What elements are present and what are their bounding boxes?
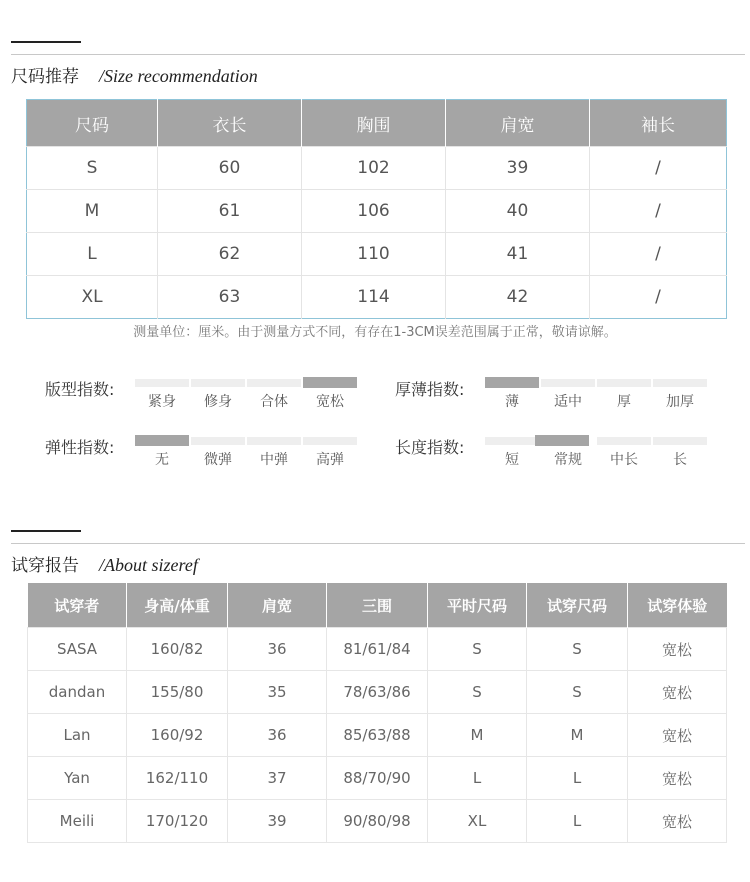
length-index-segment — [653, 437, 707, 445]
table-row — [27, 276, 727, 319]
table-cell: S — [428, 628, 527, 671]
table-cell: 36 — [228, 628, 327, 671]
table-cell: S — [527, 671, 628, 714]
length-option: 长 — [673, 452, 687, 468]
table-cell: 41 — [446, 233, 590, 276]
table-cell: M — [527, 714, 628, 757]
table-cell: S — [527, 628, 628, 671]
trial-section-title-text: 试穿报告 — [11, 556, 79, 576]
fit-option: 修身 — [204, 394, 232, 410]
trial-header-shoulder: 肩宽 — [228, 583, 327, 628]
size-section-title — [11, 62, 258, 87]
table-row — [27, 233, 727, 276]
size-header-length: 衣长 — [158, 100, 302, 147]
trial-header-experience: 试穿体验 — [628, 583, 727, 628]
table-cell: L — [27, 233, 158, 276]
trial-header-tester: 试穿者 — [28, 583, 127, 628]
elasticity-index-segment — [247, 437, 301, 445]
table-cell: XL — [27, 276, 158, 319]
table-cell: 62 — [158, 233, 302, 276]
table-row — [27, 147, 727, 190]
table-row — [28, 671, 727, 714]
table-cell: M — [27, 190, 158, 233]
size-section-subtitle: /Size recommendation — [99, 66, 258, 86]
table-cell: Lan — [28, 714, 127, 757]
elasticity-index-segment-selected — [135, 435, 189, 446]
table-cell: 88/70/90 — [327, 757, 428, 800]
fit-index-label: 版型指数: — [45, 380, 115, 399]
thickness-index-segment — [597, 379, 651, 387]
trial-header-measurements: 三围 — [327, 583, 428, 628]
table-cell: 114 — [302, 276, 446, 319]
thickness-option: 薄 — [505, 394, 519, 410]
trial-header-height-weight: 身高/体重 — [127, 583, 228, 628]
table-cell: 36 — [228, 714, 327, 757]
fit-option: 紧身 — [148, 394, 176, 410]
table-row — [27, 190, 727, 233]
length-option: 短 — [505, 452, 519, 468]
trial-section-title — [11, 551, 198, 576]
elasticity-option: 高弹 — [316, 452, 344, 468]
length-index-segment — [597, 437, 651, 445]
table-cell: Meili — [28, 800, 127, 843]
table-cell: S — [27, 147, 158, 190]
thickness-index-segment — [541, 379, 595, 387]
thickness-index-segment-selected — [485, 377, 539, 388]
table-cell: 39 — [228, 800, 327, 843]
table-cell: 宽松 — [628, 628, 727, 671]
section-accent-line — [11, 41, 81, 43]
size-table-header-row — [27, 100, 727, 147]
thickness-index-segment — [653, 379, 707, 387]
size-section-title-text: 尺码推荐 — [11, 67, 79, 87]
length-index-segment — [485, 437, 539, 445]
table-cell: M — [428, 714, 527, 757]
table-cell: XL — [428, 800, 527, 843]
thickness-index-label: 厚薄指数: — [395, 380, 465, 399]
table-cell: S — [428, 671, 527, 714]
elasticity-index-segment — [303, 437, 357, 445]
table-cell: 宽松 — [628, 714, 727, 757]
section-divider — [11, 543, 745, 544]
table-cell: 40 — [446, 190, 590, 233]
fit-index-segment — [247, 379, 301, 387]
length-option: 中长 — [610, 452, 638, 468]
elasticity-index-label: 弹性指数: — [45, 438, 115, 457]
table-cell: 宽松 — [628, 671, 727, 714]
table-cell: 60 — [158, 147, 302, 190]
trial-section-subtitle: /About sizeref — [99, 555, 198, 575]
table-row — [28, 800, 727, 843]
size-header-chest: 胸围 — [302, 100, 446, 147]
elasticity-option: 微弹 — [204, 452, 232, 468]
table-cell: 85/63/88 — [327, 714, 428, 757]
table-cell: 81/61/84 — [327, 628, 428, 671]
table-cell: 155/80 — [127, 671, 228, 714]
table-cell: 106 — [302, 190, 446, 233]
length-index-segment-selected — [535, 435, 589, 446]
table-cell: 110 — [302, 233, 446, 276]
table-cell: 42 — [446, 276, 590, 319]
table-cell: 162/110 — [127, 757, 228, 800]
elasticity-option: 中弹 — [260, 452, 288, 468]
table-cell: 39 — [446, 147, 590, 190]
section-divider — [11, 54, 745, 55]
trial-header-usual-size: 平时尺码 — [428, 583, 527, 628]
table-cell: / — [590, 190, 727, 233]
table-cell: 35 — [228, 671, 327, 714]
table-cell: 170/120 — [127, 800, 228, 843]
length-index-label: 长度指数: — [395, 438, 465, 457]
table-row — [28, 714, 727, 757]
table-cell: / — [590, 233, 727, 276]
size-header-size: 尺码 — [27, 100, 158, 147]
thickness-option: 适中 — [554, 394, 582, 410]
trial-table-header-row — [28, 583, 727, 628]
table-cell: / — [590, 147, 727, 190]
table-cell: L — [527, 757, 628, 800]
table-cell: Yan — [28, 757, 127, 800]
elasticity-index-segment — [191, 437, 245, 445]
fit-index-segment — [191, 379, 245, 387]
table-cell: 37 — [228, 757, 327, 800]
elasticity-option: 无 — [155, 452, 169, 468]
table-cell: dandan — [28, 671, 127, 714]
table-cell: 宽松 — [628, 757, 727, 800]
measurement-note: 测量单位：厘米。由于测量方式不同，有存在1-3CM误差范围属于正常，敬请谅解。 — [133, 325, 617, 340]
fit-index-segment — [135, 379, 189, 387]
table-cell: 61 — [158, 190, 302, 233]
table-cell: / — [590, 276, 727, 319]
table-cell: 102 — [302, 147, 446, 190]
trial-header-trial-size: 试穿尺码 — [527, 583, 628, 628]
section-accent-line — [11, 530, 81, 532]
thickness-option: 厚 — [617, 394, 631, 410]
table-row — [28, 757, 727, 800]
fit-index-segment-selected — [303, 377, 357, 388]
table-cell: L — [527, 800, 628, 843]
size-header-sleeve: 袖长 — [590, 100, 727, 147]
length-option: 常规 — [554, 452, 582, 468]
table-cell: 160/82 — [127, 628, 228, 671]
thickness-option: 加厚 — [666, 394, 694, 410]
table-cell: 90/80/98 — [327, 800, 428, 843]
table-cell: 160/92 — [127, 714, 228, 757]
size-table — [26, 99, 727, 319]
table-cell: 78/63/86 — [327, 671, 428, 714]
table-row — [28, 628, 727, 671]
fit-option: 合体 — [260, 394, 288, 410]
fit-option: 宽松 — [316, 394, 344, 410]
size-header-shoulder: 肩宽 — [446, 100, 590, 147]
table-cell: 宽松 — [628, 800, 727, 843]
table-cell: SASA — [28, 628, 127, 671]
table-cell: 63 — [158, 276, 302, 319]
table-cell: L — [428, 757, 527, 800]
trial-table — [27, 583, 727, 843]
